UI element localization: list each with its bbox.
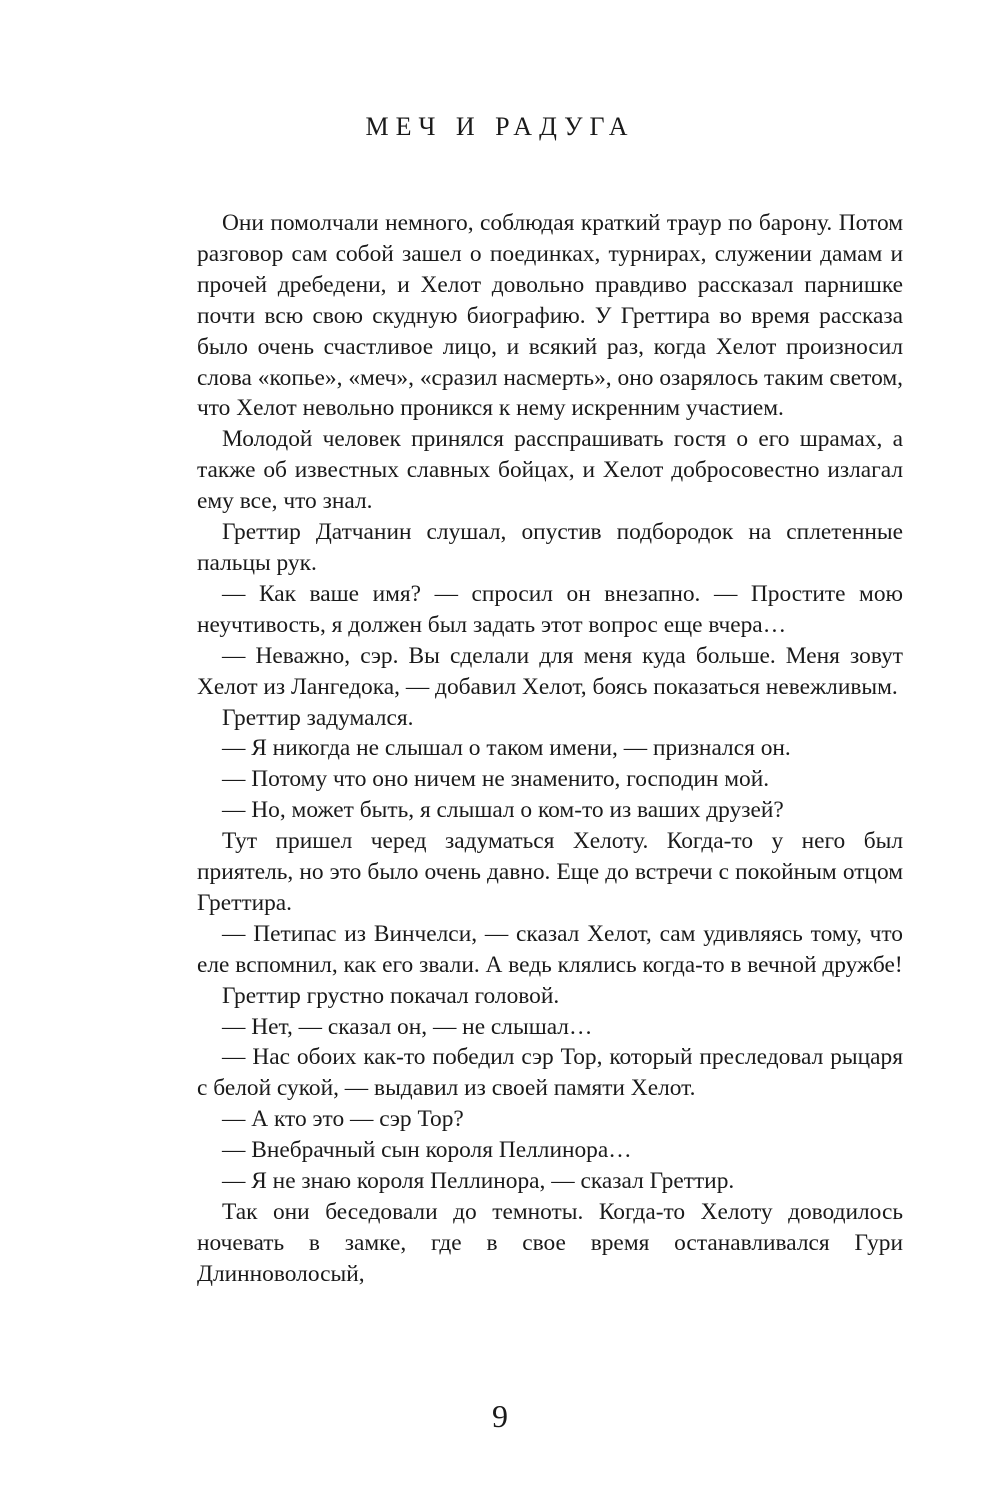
dialogue-line: — Как ваше имя? — спросил он внезапно. — Простите мою неучтивость, я должен был задать этот вопрос еще вчера…: [197, 580, 903, 638]
paragraph: Так они беседовали до темноты. Когда-то Хелоту доводилось ночевать в замке, где в свое время останавливался Гури Длинноволосый,: [197, 1199, 903, 1287]
dialogue-line: — Неважно, сэр. Вы сделали для меня куда больше. Меня зовут Хелот из Лангедока, — добавил Хелот, боясь показаться невежливым.: [197, 642, 903, 700]
page-number: 9: [492, 1398, 508, 1434]
paragraph: Молодой человек принялся расспрашивать гостя о его шрамах, а также об известных славных бойцах, и Хелот добросовестно излагал ему все, что знал.: [197, 426, 903, 515]
paragraph: Греттир задумался.: [222, 704, 414, 731]
paragraph: Они помолчали немного, соблюдая краткий траур по барону. Потом разговор сам собой зашел о поединках, турнирах, служении дамам и прочей дребедени, и Хелот довольно правдиво рассказал парнишке почти всю свою скудную биографию. У Греттира во время рассказа было очень счастливое лицо, и всякий раз, когда Хелот произносил слова «копье», «меч», «сразил насмерть», оно озарялось таким светом, что Хелот невольно проникся к нему искренним участием.: [197, 210, 903, 422]
paragraph: Греттир грустно покачал головой.: [222, 982, 560, 1009]
dialogue-line: — Внебрачный сын короля Пеллинора…: [222, 1137, 632, 1164]
paragraph: Тут пришел черед задуматься Хелоту. Когда-то у него был приятель, но это было очень давно. Еще до встречи с покойным отцом Греттира.: [197, 828, 903, 916]
dialogue-line: — А кто это — сэр Тор?: [222, 1106, 464, 1133]
dialogue-line: — Петипас из Винчелси, — сказал Хелот, сам удивляясь тому, что еле вспомнил, как его звали. А ведь клялись когда-то в вечной дружбе!: [197, 920, 903, 978]
paragraph: Греттир Датчанин слушал, опустив подбородок на сплетенные пальцы рук.: [197, 519, 903, 576]
dialogue-line: — Потому что оно ничем не знаменито, господин мой.: [222, 766, 770, 793]
dialogue-line: — Я не знаю короля Пеллинора, — сказал Греттир.: [222, 1168, 735, 1195]
running-head: МЕЧ И РАДУГА: [365, 112, 635, 141]
dialogue-line: — Нет, — сказал он, — не слышал…: [222, 1013, 593, 1040]
body-text: [197, 208, 903, 1290]
dialogue-line: — Но, может быть, я слышал о ком-то из ваших друзей?: [222, 797, 784, 824]
dialogue-line: — Я никогда не слышал о таком имени, — признался он.: [222, 735, 791, 762]
dialogue-line: — Нас обоих как-то победил сэр Тор, который преследовал рыцаря с белой сукой, — выдавил из своей памяти Хелот.: [197, 1044, 903, 1102]
